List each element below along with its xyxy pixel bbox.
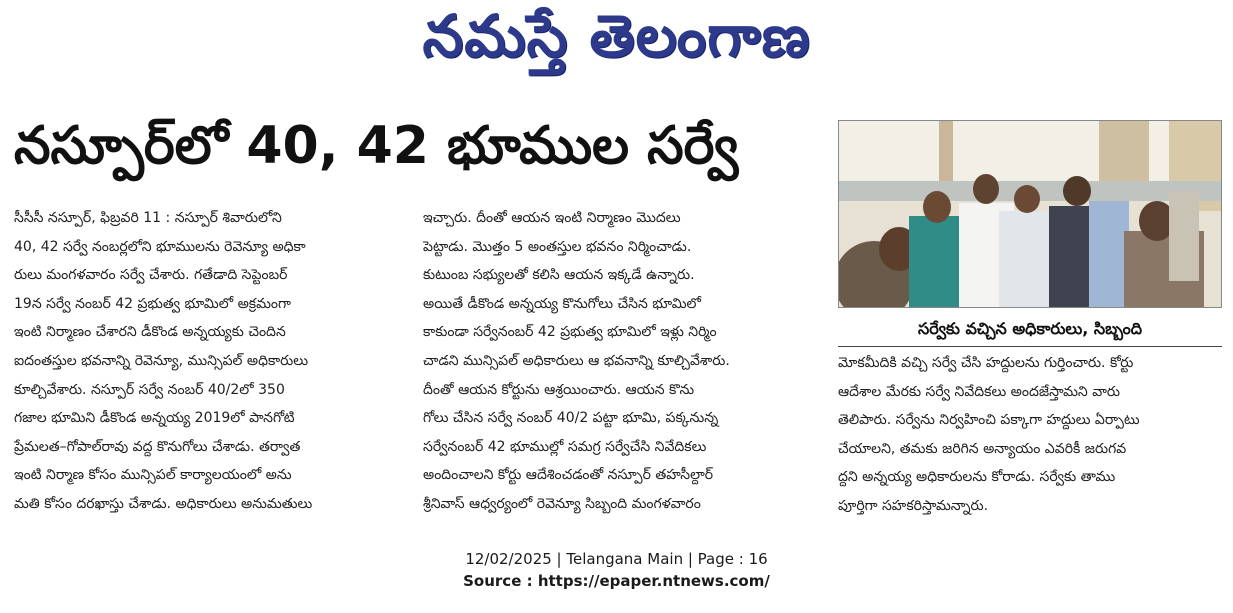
text-line: పూర్తిగా సహకరిస్తామన్నారు.: [838, 497, 989, 514]
edition-info: 12/02/2025 | Telangana Main | Page : 16: [465, 550, 768, 568]
text-line: మోకమీదికి వచ్చి సర్వే చేసి హద్దులను గుర్తించారు. కోర్టు: [838, 355, 1134, 371]
text-line: అయితే డీకొండ అన్నయ్య కొనుగోలు చేసిన భూమిలో: [423, 295, 701, 312]
text-line: శ్రీనివాస్ ఆధ్వర్యంలో రెవెన్యూ సిబ్బంది మంగళవారం: [423, 495, 701, 512]
text-line: చాడని మున్సిపల్ అధికారులు ఆ భవనాన్ని కూల్చివేశారు.: [423, 352, 730, 369]
text-line: గోలు చేసిన సర్వే నంబర్ 40/2 పట్టా భూమి, పక్కనున్న: [423, 410, 719, 427]
text-line: సీసీసీ నస్పూర్, ఫిబ్రవరి 11 : నస్పూర్ శివారులోని: [14, 210, 282, 226]
text-line: ఇంటి నిర్మాణ కోసం మున్సిపల్ కార్యాలయంలో అను: [14, 467, 292, 484]
text-line: ఇచ్చారు. దీంతో ఆయన ఇంటి నిర్మాణం మొదలు: [423, 210, 681, 226]
text-line: ఐదంతస్తుల భవనాన్ని రెవెన్యూ, మున్సిపల్ అధికారులు: [14, 352, 309, 369]
text-line: కుటుంబ సభ్యులతో కలిసి ఆయన ఇక్కడే ఉన్నారు.: [423, 267, 695, 284]
source-link[interactable]: Source : https://epaper.ntnews.com/: [463, 572, 770, 590]
text-line: ద్దని అన్నయ్య అధికారులను కోరాడు. సర్వేకు తాము: [838, 469, 1116, 486]
article-column-3: [838, 349, 1222, 521]
text-line: 40, 42 సర్వే నంబర్లలోని భూములను రెవెన్యూ అధికా: [14, 238, 306, 255]
text-line: సర్వేనంబర్ 42 భూముల్లో సమగ్ర సర్వేచేసి నివేదికలు: [423, 438, 707, 455]
article-headline: నస్పూర్‌లో 40, 42 భూముల సర్వే: [14, 116, 739, 176]
text-line: చేయాలని, తమకు జరిగిన అన్యాయం ఎవరికీ జరుగవ: [838, 440, 1127, 457]
article-column-1: [14, 204, 398, 519]
text-line: కూల్చివేశారు. నస్పూర్ సర్వే నంబర్ 40/2లో 350: [14, 381, 285, 398]
text-line: తెలిపారు. సర్వేను నిర్వహించి పక్కాగా హద్దులు ఏర్పాటు: [838, 412, 1140, 429]
text-line: అందించాలని కోర్టు ఆదేశించడంతో నస్పూర్ తహసీల్దార్: [423, 467, 714, 484]
text-line: మతి కోసం దరఖాస్తు చేశాడు. అధికారులు అనుమతులు: [14, 495, 313, 512]
text-line: 19న సర్వే నంబర్ 42 ప్రభుత్వ భూమిలో అక్రమంగా: [14, 295, 291, 312]
page-footer: [0, 548, 1233, 592]
news-photo: [838, 120, 1222, 308]
photo-caption: సర్వేకు వచ్చిన అధికారులు, సిబ్బంది: [918, 319, 1142, 338]
text-line: రులు మంగళవారం సర్వే చేశారు. గతేడాది సెప్టెంబర్: [14, 267, 288, 284]
text-line: కాకుండా సర్వేనంబర్ 42 ప్రభుత్వ భూమిలో ఇళ్లు నిర్మిం: [423, 324, 717, 341]
text-line: ఇంటి నిర్మాణం చేశారని డీకొండ అన్నయ్యకు చెందిన: [14, 324, 286, 341]
newspaper-logo: నమస్తే తెలంగాణ: [422, 2, 811, 70]
text-line: ఆదేశాల మేరకు సర్వే నివేదికలు అందజేస్తామని వారు: [838, 383, 1121, 400]
text-line: దీంతో ఆయన కోర్టును ఆశ్రయించారు. ఆయన కొను: [423, 381, 695, 398]
caption-divider: [838, 346, 1222, 347]
text-line: ప్రేమలత–గోపాల్‌రావు వద్ద కొనుగోలు చేశాడు. తర్వాత: [14, 438, 301, 455]
masthead: [0, 0, 1233, 90]
text-line: గజాల భూమిని డీకొండ అన్నయ్య 2019లో పానగోటి: [14, 410, 295, 427]
article-column-2: [423, 204, 811, 519]
text-line: పెట్టాడు. మొత్తం 5 అంతస్తుల భవనం నిర్మించాడు.: [423, 238, 692, 255]
